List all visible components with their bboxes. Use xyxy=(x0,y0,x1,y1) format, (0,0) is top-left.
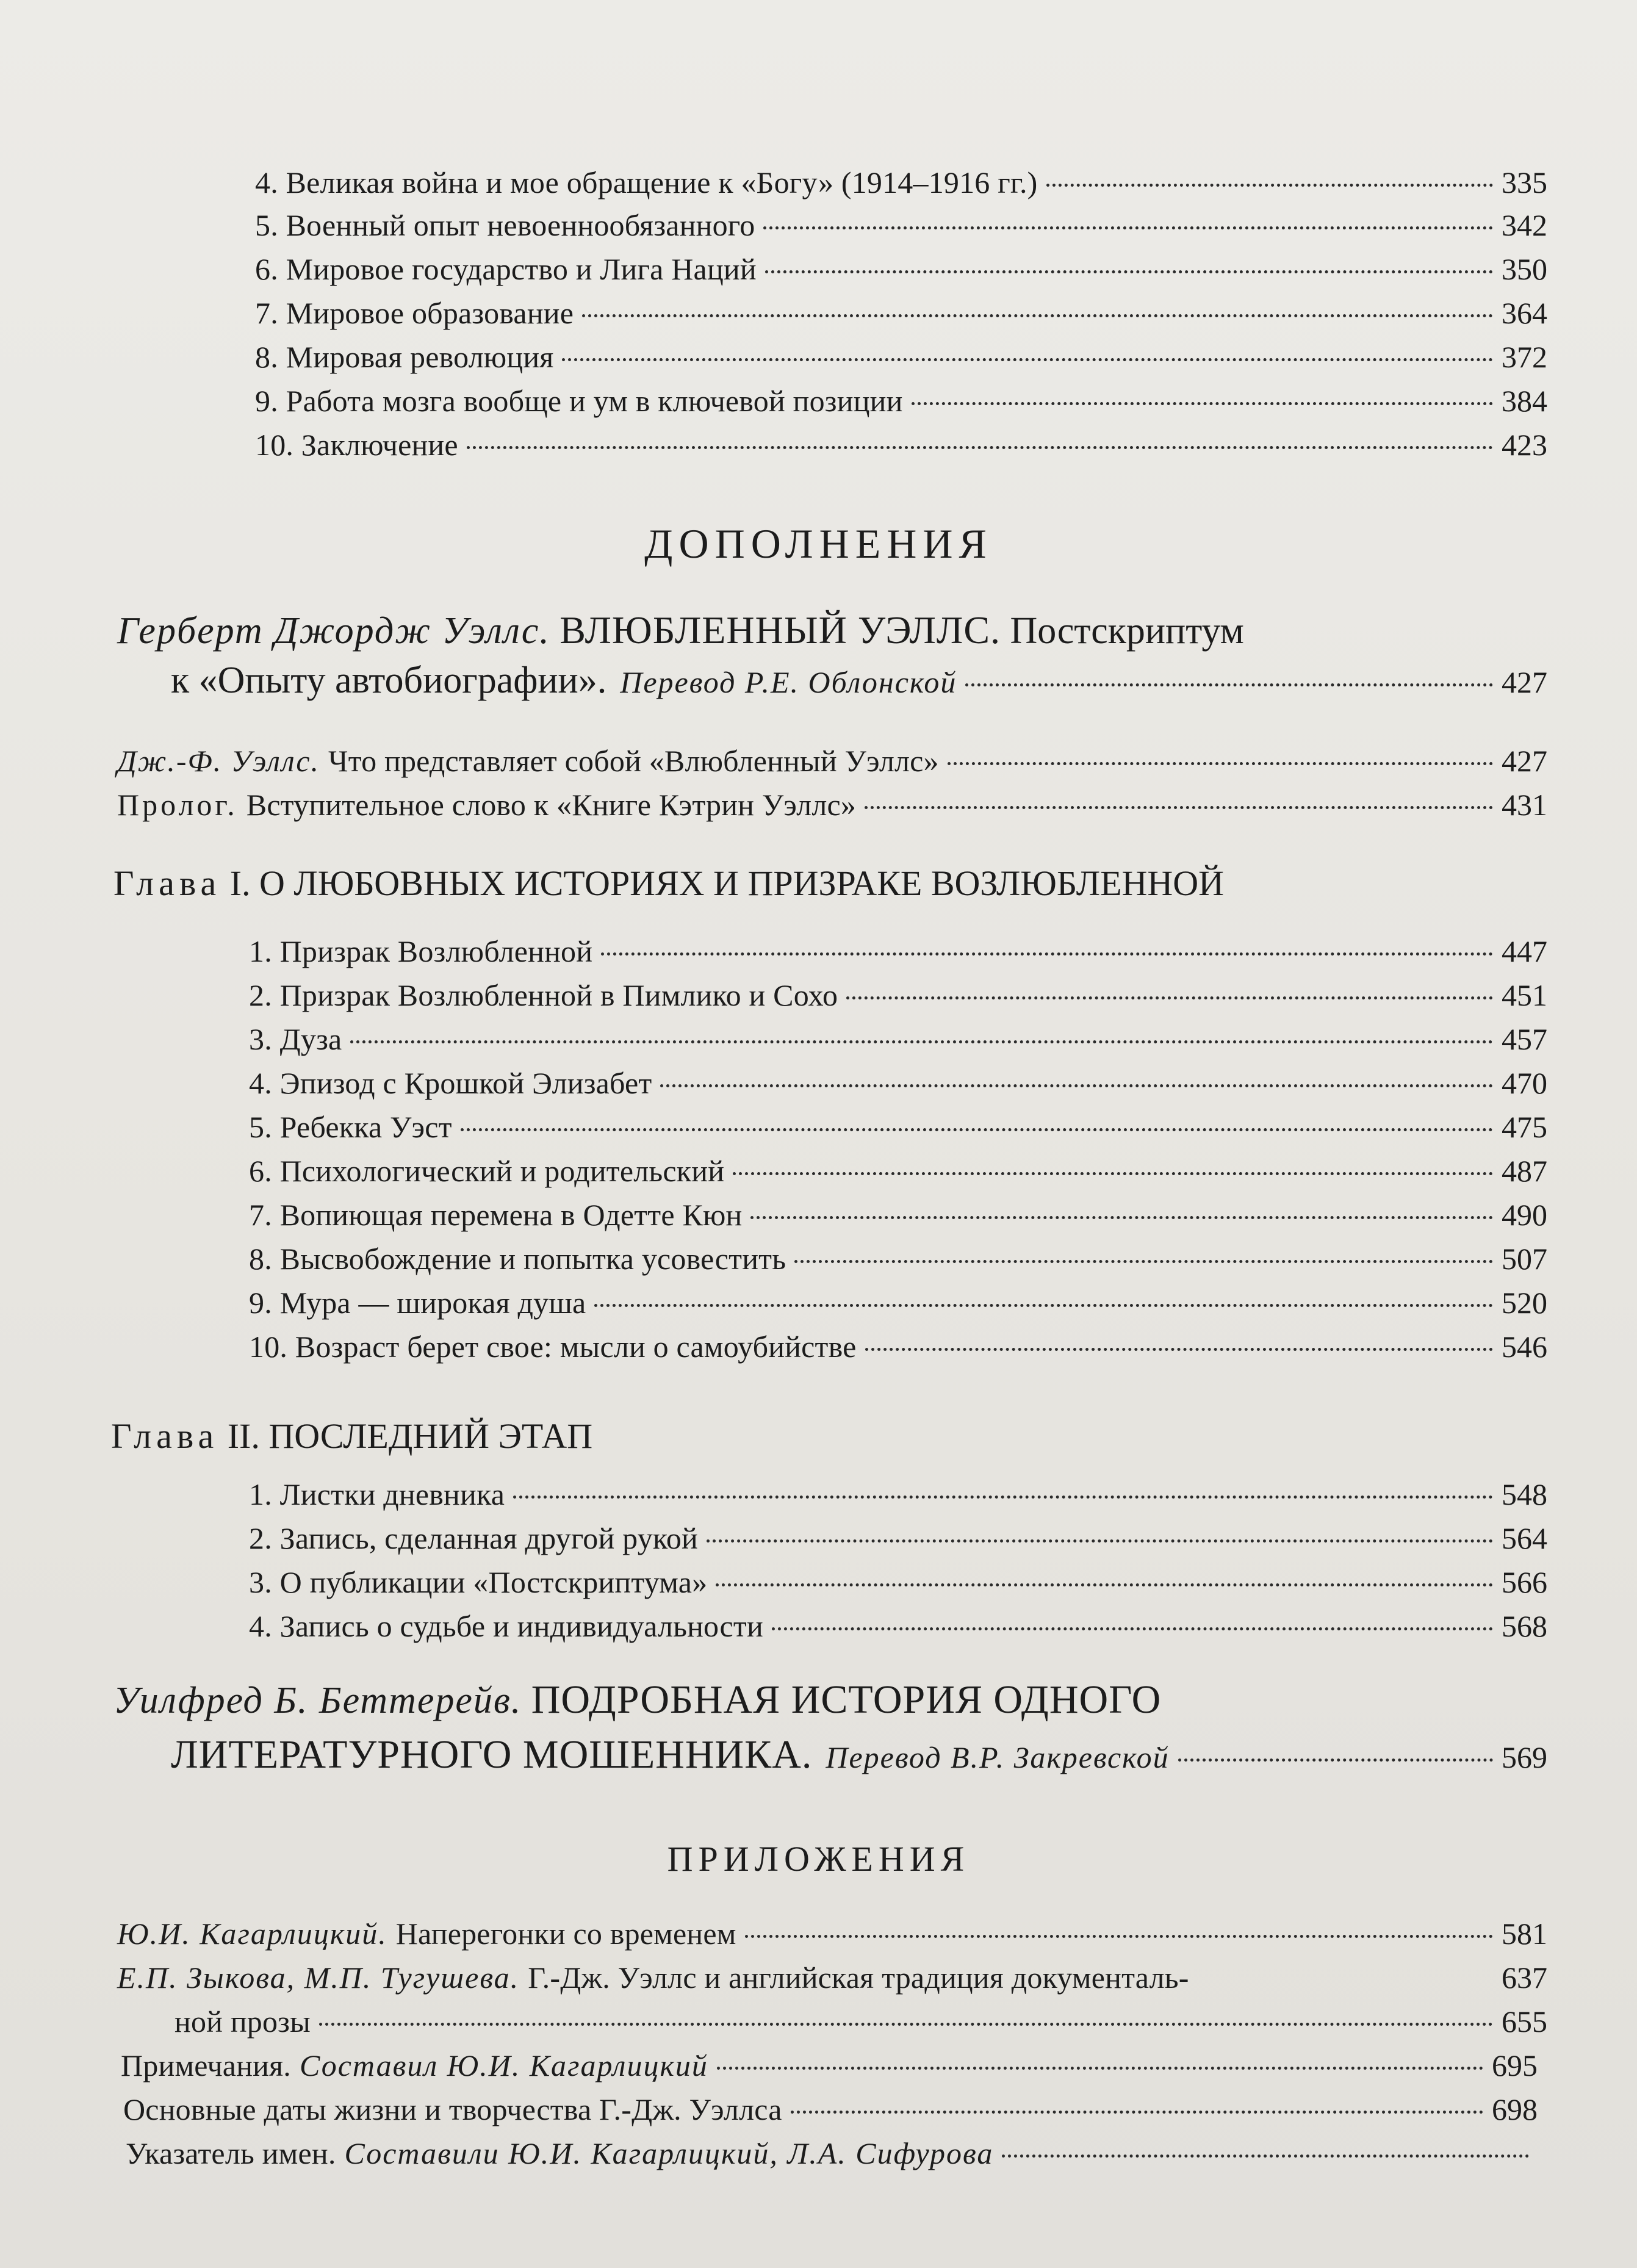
entry-label: 3. О публикации «Постскриптума» xyxy=(249,1565,708,1599)
dot-leader xyxy=(948,762,1493,765)
entry-label: Примечания. xyxy=(121,2048,292,2083)
dot-leader xyxy=(1046,184,1493,187)
toc-entry xyxy=(123,2092,1538,2127)
dot-leader xyxy=(765,270,1493,273)
page-number: 564 xyxy=(1502,1521,1547,1555)
work-title-line2: к «Опыту автобиографии». xyxy=(171,660,607,701)
toc-entry xyxy=(249,1608,1547,1644)
page-number: 487 xyxy=(1502,1154,1547,1188)
page-number: 384 xyxy=(1502,384,1547,418)
work-title: ВЛЮБЛЕННЫЙ УЭЛЛС. xyxy=(559,608,1001,652)
dot-leader xyxy=(319,2023,1493,2026)
page-number: 335 xyxy=(1502,165,1547,200)
entry-author: Ю.И. Кагарлицкий. xyxy=(117,1917,387,1951)
page-number: 342 xyxy=(1502,208,1547,242)
dot-leader xyxy=(965,683,1493,686)
entry-label: 9. Работа мозга вообще и ум в ключевой позиции xyxy=(255,384,903,418)
entry-author: Е.П. Зыкова, М.П. Тугушева. xyxy=(117,1960,520,1995)
work-translator: Перевод Р.Е. Облонской xyxy=(620,665,957,699)
toc-entry xyxy=(117,743,1547,779)
work-title-rest: Постскриптум xyxy=(1010,610,1244,652)
dot-leader xyxy=(745,1935,1493,1938)
toc-entry xyxy=(249,1241,1547,1276)
entry-label: Наперегонки со временем xyxy=(395,1917,736,1951)
dot-leader xyxy=(467,446,1493,449)
dot-leader xyxy=(1178,1759,1493,1762)
page-number: 520 xyxy=(1502,1286,1547,1320)
page-number: 431 xyxy=(1502,788,1547,822)
toc-entry xyxy=(255,295,1547,331)
entry-suffix: Составили Ю.И. Кагарлицкий, Л.А. Сифурова xyxy=(344,2136,994,2170)
entry-label: 2. Призрак Возлюбленной в Пимлико и Сохо xyxy=(249,978,838,1012)
entry-label: 10. Возраст берет свое: мысли о самоубийстве xyxy=(249,1330,857,1364)
chapter-title: II. ПОСЛЕДНИЙ ЭТАП xyxy=(227,1416,593,1456)
toc-entry xyxy=(249,1109,1547,1145)
page-number: 457 xyxy=(1502,1022,1547,1056)
page-number: 637 xyxy=(1502,1960,1547,1995)
chapter-heading xyxy=(111,1416,592,1456)
toc-entry xyxy=(117,787,1547,823)
chapter-heading xyxy=(113,863,1224,904)
page-number: 546 xyxy=(1502,1330,1547,1364)
toc-entry xyxy=(249,934,1547,969)
toc-entry xyxy=(255,339,1547,375)
dot-leader xyxy=(912,402,1493,405)
toc-entry xyxy=(117,1960,1547,1995)
page-number: 569 xyxy=(1502,1740,1547,1774)
entry-label: Основные даты жизни и творчества Г.-Дж. Уэллса xyxy=(123,2092,782,2126)
chapter-word: Глава xyxy=(113,863,221,903)
page-number: 655 xyxy=(1502,2004,1547,2039)
entry-label: Что представляет собой «Влюбленный Уэллс» xyxy=(328,744,939,778)
page-number: 581 xyxy=(1502,1917,1547,1951)
entry-prefix: Пролог. xyxy=(117,788,238,822)
dot-leader xyxy=(733,1172,1493,1175)
entry-label: 2. Запись, сделанная другой рукой xyxy=(249,1521,699,1555)
dot-leader xyxy=(865,806,1493,809)
entry-label: Г.-Дж. Уэллс и английская традиция документаль- xyxy=(528,1960,1189,1995)
entry-label: 7. Вопиющая перемена в Одетте Кюн xyxy=(249,1198,743,1232)
toc-entry xyxy=(249,1153,1547,1189)
entry-label: 9. Мура — широкая душа xyxy=(249,1286,586,1320)
page-number: 427 xyxy=(1502,665,1547,699)
dot-leader xyxy=(594,1304,1493,1307)
toc-entry xyxy=(126,2136,1538,2171)
page-number: 698 xyxy=(1492,2092,1538,2126)
dot-leader xyxy=(1002,2155,1529,2158)
toc-entry xyxy=(121,2048,1538,2083)
page-number: 507 xyxy=(1502,1242,1547,1276)
page-number: 566 xyxy=(1502,1565,1547,1599)
entry-author: Дж.-Ф. Уэллс. xyxy=(117,744,320,778)
section-heading-prilozheniya: ПРИЛОЖЕНИЯ xyxy=(667,1839,970,1879)
entry-label: 8. Высвобождение и попытка усовестить xyxy=(249,1242,786,1276)
page-number: 350 xyxy=(1502,252,1547,286)
entry-label: 3. Дуза xyxy=(249,1022,342,1056)
work-title: ПОДРОБНАЯ ИСТОРИЯ ОДНОГО xyxy=(531,1677,1162,1722)
dot-leader xyxy=(707,1539,1493,1543)
dot-leader xyxy=(865,1348,1493,1351)
entry-label: 4. Великая война и мое обращение к «Богу» (1914–1916 гг.) xyxy=(255,165,1038,200)
page-number: 470 xyxy=(1502,1066,1547,1100)
dot-leader xyxy=(601,952,1493,956)
toc-entry xyxy=(249,1285,1547,1320)
page-number: 427 xyxy=(1502,744,1547,778)
page-number: 447 xyxy=(1502,934,1547,968)
entry-label: 7. Мировое образование xyxy=(255,296,574,330)
entry-label: Указатель имен. xyxy=(126,2136,336,2170)
entry-label: 5. Военный опыт невоеннообязанного xyxy=(255,208,755,242)
dot-leader xyxy=(513,1496,1493,1499)
page-number: 372 xyxy=(1502,340,1547,374)
toc-entry xyxy=(255,383,1547,419)
entry-label: 6. Мировое государство и Лига Наций xyxy=(255,252,757,286)
page-number: 475 xyxy=(1502,1110,1547,1144)
page-number: 490 xyxy=(1502,1198,1547,1232)
entry-label: 5. Ребекка Уэст xyxy=(249,1110,452,1144)
dot-leader xyxy=(794,1260,1493,1263)
dot-leader xyxy=(750,1216,1493,1219)
entry-label: 6. Психологический и родительский xyxy=(249,1154,725,1188)
dot-leader xyxy=(772,1627,1493,1630)
toc-entry xyxy=(255,165,1547,200)
entry-label: Вступительное слово к «Книге Кэтрин Уэллс» xyxy=(246,788,857,822)
toc-entry xyxy=(249,1477,1547,1512)
toc-entry xyxy=(249,1197,1547,1233)
section-heading-dopolneniya: ДОПОЛНЕНИЯ xyxy=(644,520,993,567)
toc-entry-second-work xyxy=(171,1732,1547,1778)
toc-entry xyxy=(249,1021,1547,1057)
work-author: Уилфред Б. Беттерейв. xyxy=(113,1680,522,1721)
toc-entry-main-work xyxy=(171,659,1547,702)
dot-leader xyxy=(660,1084,1493,1087)
toc-entry xyxy=(249,977,1547,1013)
dot-leader xyxy=(582,314,1493,317)
page-number: 548 xyxy=(1502,1477,1547,1511)
entry-label: 4. Эпизод с Крошкой Элизабет xyxy=(249,1066,652,1100)
toc-entry xyxy=(249,1065,1547,1101)
dot-leader xyxy=(716,1583,1493,1586)
toc-entry xyxy=(174,2004,1547,2039)
toc-entry xyxy=(255,427,1547,463)
page-number: 695 xyxy=(1492,2048,1538,2083)
entry-label: 10. Заключение xyxy=(255,428,458,462)
entry-label: 1. Листки дневника xyxy=(249,1477,505,1511)
entry-label: ной прозы xyxy=(174,2004,311,2039)
page-number: 568 xyxy=(1502,1609,1547,1643)
chapter-title: I. О ЛЮБОВНЫХ ИСТОРИЯХ И ПРИЗРАКЕ ВОЗЛЮБЛЕННОЙ xyxy=(229,863,1225,903)
work-title-line xyxy=(113,1677,1161,1723)
entry-label: 4. Запись о судьбе и индивидуальности xyxy=(249,1609,763,1643)
toc-entry xyxy=(249,1564,1547,1600)
page-number: 364 xyxy=(1502,296,1547,330)
dot-leader xyxy=(763,226,1493,229)
work-translator: Перевод В.Р. Закревской xyxy=(826,1740,1170,1774)
dot-leader xyxy=(562,358,1493,361)
page-number: 423 xyxy=(1502,428,1547,462)
dot-leader xyxy=(717,2067,1483,2070)
toc-entry xyxy=(249,1329,1547,1364)
entry-label: 1. Призрак Возлюбленной xyxy=(249,934,593,968)
toc-entry xyxy=(255,251,1547,287)
work-author: Герберт Джордж Уэллс. xyxy=(117,610,550,652)
entry-suffix: Составил Ю.И. Кагарлицкий xyxy=(300,2048,708,2083)
entry-label: 8. Мировая революция xyxy=(255,340,554,374)
dot-leader xyxy=(350,1040,1493,1043)
dot-leader xyxy=(461,1128,1493,1131)
page-number: 451 xyxy=(1502,978,1547,1012)
work-title-line xyxy=(117,608,1244,653)
toc-entry xyxy=(249,1521,1547,1556)
dot-leader xyxy=(791,2111,1483,2114)
work-title-line2: ЛИТЕРАТУРНОГО МОШЕННИКА. xyxy=(171,1732,813,1777)
chapter-word: Глава xyxy=(111,1416,219,1456)
toc-entry xyxy=(117,1916,1547,1951)
dot-leader xyxy=(846,996,1493,999)
toc-entry xyxy=(255,207,1547,243)
